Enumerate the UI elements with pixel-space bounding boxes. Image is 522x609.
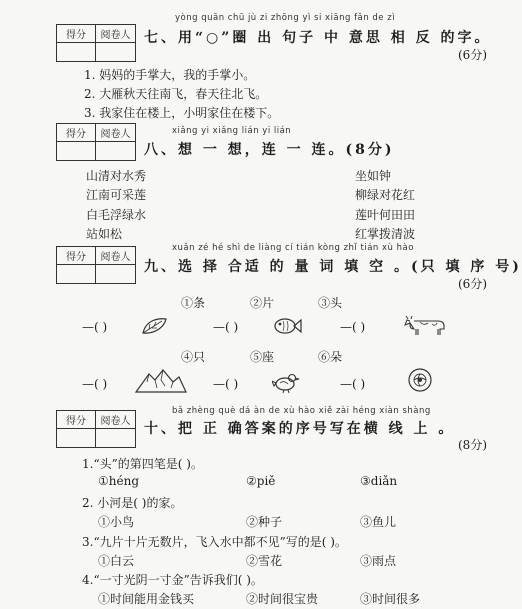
section-10-pinyin: bǎ zhèng què dá àn de xù hào xiě zài héng xiàn shàng — [172, 406, 431, 416]
measure-word-option: ⑤座 — [250, 350, 275, 364]
section-7-item-3: 3. 我家住在楼上，小明家住在楼下。 — [84, 106, 280, 120]
cow-icon — [404, 313, 448, 337]
measure-blank[interactable]: —( ) — [340, 320, 366, 334]
match-left-4[interactable]: 站如松 — [86, 227, 123, 241]
score-cell[interactable] — [57, 429, 96, 447]
mountain-icon — [135, 368, 187, 394]
question-3-option-3: ③雨点 — [360, 554, 397, 568]
match-right-3[interactable]: 莲叶何田田 — [355, 208, 416, 222]
flower-icon — [407, 367, 433, 393]
score-label: 得分 — [57, 25, 96, 43]
leaf-icon — [140, 316, 168, 336]
score-cell[interactable] — [57, 142, 96, 160]
question-3[interactable]: 3.“九片十片无数片，飞入水中都不见”写的是( )。 — [82, 535, 347, 549]
score-cell[interactable] — [57, 265, 96, 283]
match-right-4[interactable]: 红掌拨清波 — [355, 227, 416, 241]
section-7-item-1: 1. 妈妈的手掌大，我的手掌小。 — [84, 68, 256, 82]
measure-blank[interactable]: —( ) — [213, 377, 239, 391]
measure-word-option: ③头 — [318, 296, 343, 310]
measure-word-option: ②片 — [250, 296, 275, 310]
section-7-pinyin: yòng quān chū jù zi zhōng yì si xiāng fǎn de zì — [175, 13, 396, 23]
fish-icon — [272, 316, 302, 336]
question-1[interactable]: 1.“头”的第四笔是( )。 — [82, 457, 203, 471]
score-label: 得分 — [57, 411, 96, 429]
question-4-option-3: ③时间很多 — [360, 592, 421, 606]
question-2-option-2: ②种子 — [246, 515, 283, 529]
question-3-option-1: ①白云 — [98, 554, 135, 568]
score-table — [56, 123, 136, 161]
section-9-pinyin: xuǎn zé hé shì de liàng cí tián kòng zhǐ tián xù hào — [172, 243, 414, 253]
question-2-option-1: ①小鸟 — [98, 515, 135, 529]
section-7-title: 七、用“○”圈 出 句子 中 意思 相 反 的字。 — [144, 30, 492, 46]
question-4-option-1: ①时间能用金钱买 — [98, 592, 195, 606]
grader-label: 阅卷人 — [96, 25, 135, 43]
grader-cell[interactable] — [96, 43, 135, 61]
question-4[interactable]: 4.“一寸光阴一寸金”告诉我们( )。 — [82, 573, 263, 587]
measure-word-option: ⑥朵 — [318, 350, 343, 364]
section-10-points: (8分) — [458, 438, 487, 452]
score-label: 得分 — [57, 247, 96, 265]
question-1-option-3: ③diǎn — [360, 474, 398, 488]
score-label: 得分 — [57, 124, 96, 142]
grader-cell[interactable] — [96, 265, 135, 283]
grader-cell[interactable] — [96, 429, 135, 447]
question-2-option-3: ③鱼儿 — [360, 515, 397, 529]
match-left-1[interactable]: 山清对水秀 — [86, 169, 147, 183]
section-7-points: (6分) — [458, 48, 487, 62]
score-cell[interactable] — [57, 43, 96, 61]
section-7-item-2: 2. 大雁秋天往南飞，春天往北飞。 — [84, 87, 268, 101]
measure-blank[interactable]: —( ) — [82, 377, 108, 391]
match-right-2[interactable]: 柳绿对花红 — [355, 188, 416, 202]
match-left-2[interactable]: 江南可采莲 — [86, 188, 147, 202]
question-4-option-2: ②时间很宝贵 — [246, 592, 319, 606]
section-8-title: 八、想 一 想，连 一 连。(8分) — [144, 142, 395, 158]
measure-blank[interactable]: —( ) — [82, 320, 108, 334]
score-table — [56, 24, 136, 62]
measure-word-option: ①条 — [181, 296, 206, 310]
measure-word-option: ④只 — [181, 350, 206, 364]
section-9-title: 九、选 择 合适 的 量 词 填 空 。(只 填 序 号) — [144, 259, 522, 275]
match-left-3[interactable]: 白毛浮绿水 — [86, 208, 147, 222]
grader-label: 阅卷人 — [96, 411, 135, 429]
match-right-1[interactable]: 坐如钟 — [355, 169, 392, 183]
score-table — [56, 246, 136, 284]
grader-label: 阅卷人 — [96, 247, 135, 265]
bird-icon — [272, 371, 300, 393]
question-3-option-2: ②雪花 — [246, 554, 283, 568]
grader-label: 阅卷人 — [96, 124, 135, 142]
section-9-points: (6分) — [458, 277, 487, 291]
measure-blank[interactable]: —( ) — [213, 320, 239, 334]
section-8-pinyin: xiǎng yi xiǎng lián yi lián — [172, 126, 292, 136]
score-table — [56, 410, 136, 448]
measure-blank[interactable]: —( ) — [340, 377, 366, 391]
grader-cell[interactable] — [96, 142, 135, 160]
question-2[interactable]: 2. 小河是( )的家。 — [82, 496, 183, 510]
section-10-title: 十、把 正 确答案的序号写在横 线 上 。 — [144, 421, 456, 437]
question-1-option-1: ①héng — [98, 474, 139, 488]
question-1-option-2: ②piě — [246, 474, 276, 488]
